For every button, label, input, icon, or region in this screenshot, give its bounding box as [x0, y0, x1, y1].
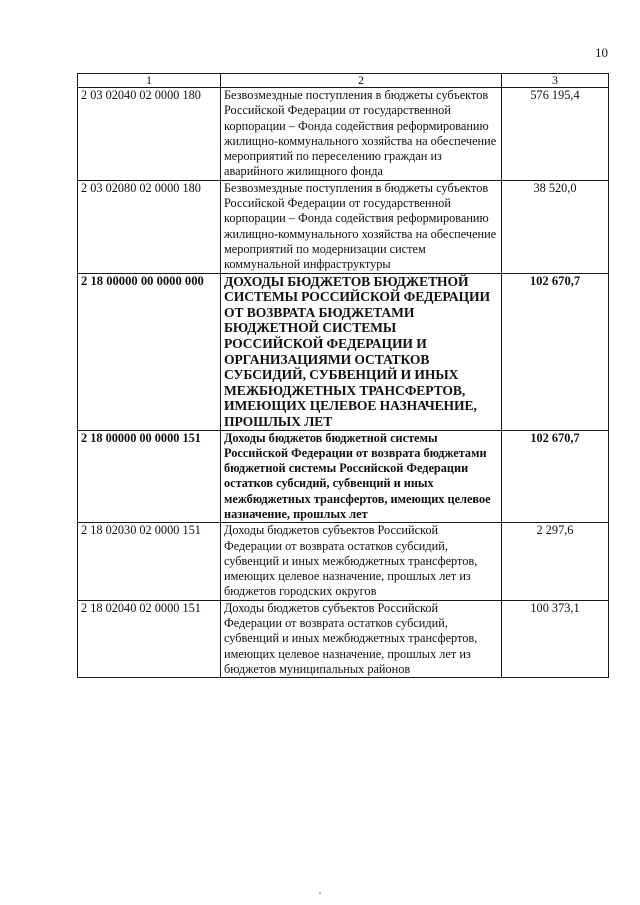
table-row	[78, 180, 609, 273]
revenue-name-cell: ДОХОДЫ БЮДЖЕТОВ БЮДЖЕТНОЙ СИСТЕМЫ РОССИЙСКОЙ ФЕДЕРАЦИИ ОТ ВОЗВРАТА БЮДЖЕТАМИ БЮДЖЕТНОЙ СИСТЕМЫ РОССИЙСКОЙ ФЕДЕРАЦИИ И ОРГАНИЗАЦИЯМИ ОСТАТКОВ СУБСИДИЙ, СУБВЕНЦИЙ И ИНЫХ МЕЖБЮДЖЕТНЫХ ТРАНСФЕРТОВ, ИМЕЮЩИХ ЦЕЛЕВОЕ НАЗНАЧЕНИЕ, ПРОШЛЫХ ЛЕТ	[221, 273, 502, 430]
revenue-name-cell: Доходы бюджетов субъектов Российской Федерации от возврата остатков субсидий, субвенций и иных межбюджетных трансфертов, имеющих целевое назначение, прошлых лет из бюджетов городских округов	[221, 523, 502, 600]
page-number: 10	[595, 45, 608, 60]
amount-cell: 2 297,6	[502, 523, 609, 600]
budget-code-cell: 2 18 00000 00 0000 151	[78, 430, 221, 523]
amount-cell: 576 195,4	[502, 88, 609, 181]
budget-code-cell: 2 18 00000 00 0000 000	[78, 273, 221, 430]
amount-cell: 38 520,0	[502, 180, 609, 273]
table-header-row	[78, 74, 609, 88]
scan-speck	[319, 892, 321, 894]
table-row	[78, 523, 609, 600]
table-row	[78, 88, 609, 181]
revenue-name-cell: Доходы бюджетов субъектов Российской Федерации от возврата остатков субсидий, субвенций и иных межбюджетных трансфертов, имеющих целевое назначение, прошлых лет из бюджетов муниципальных районов	[221, 600, 502, 677]
budget-code-cell: 2 18 02030 02 0000 151	[78, 523, 221, 600]
amount-cell: 100 373,1	[502, 600, 609, 677]
amount-cell: 102 670,7	[502, 273, 609, 430]
column-header-amount: 3	[502, 74, 609, 88]
budget-code-cell: 2 03 02080 02 0000 180	[78, 180, 221, 273]
revenue-name-cell: Доходы бюджетов бюджетной системы Российской Федерации от возврата бюджетами бюджетной системы Российской Федерации остатков субсидий, субвенций и иных межбюджетных трансфертов, имеющих целевое назначение, прошлых лет	[221, 430, 502, 523]
table-row-subtotal	[78, 430, 609, 523]
column-header-name: 2	[221, 74, 502, 88]
budget-code-cell: 2 18 02040 02 0000 151	[78, 600, 221, 677]
revenue-name-cell: Безвозмездные поступления в бюджеты субъектов Российской Федерации от государственной корпорации – Фонда содействия реформированию жилищно-коммунального хозяйства на обеспечение мероприятий по переселению граждан из аварийного жилищного фонда	[221, 88, 502, 181]
table-row	[78, 600, 609, 677]
table-row-total-section	[78, 273, 609, 430]
amount-cell: 102 670,7	[502, 430, 609, 523]
column-header-code: 1	[78, 74, 221, 88]
revenue-name-cell: Безвозмездные поступления в бюджеты субъектов Российской Федерации от государственной корпорации – Фонда содействия реформированию жилищно-коммунального хозяйства на обеспечение мероприятий по модернизации систем коммунальной инфраструктуры	[221, 180, 502, 273]
budget-code-cell: 2 03 02040 02 0000 180	[78, 88, 221, 181]
budget-revenue-table	[77, 73, 609, 678]
